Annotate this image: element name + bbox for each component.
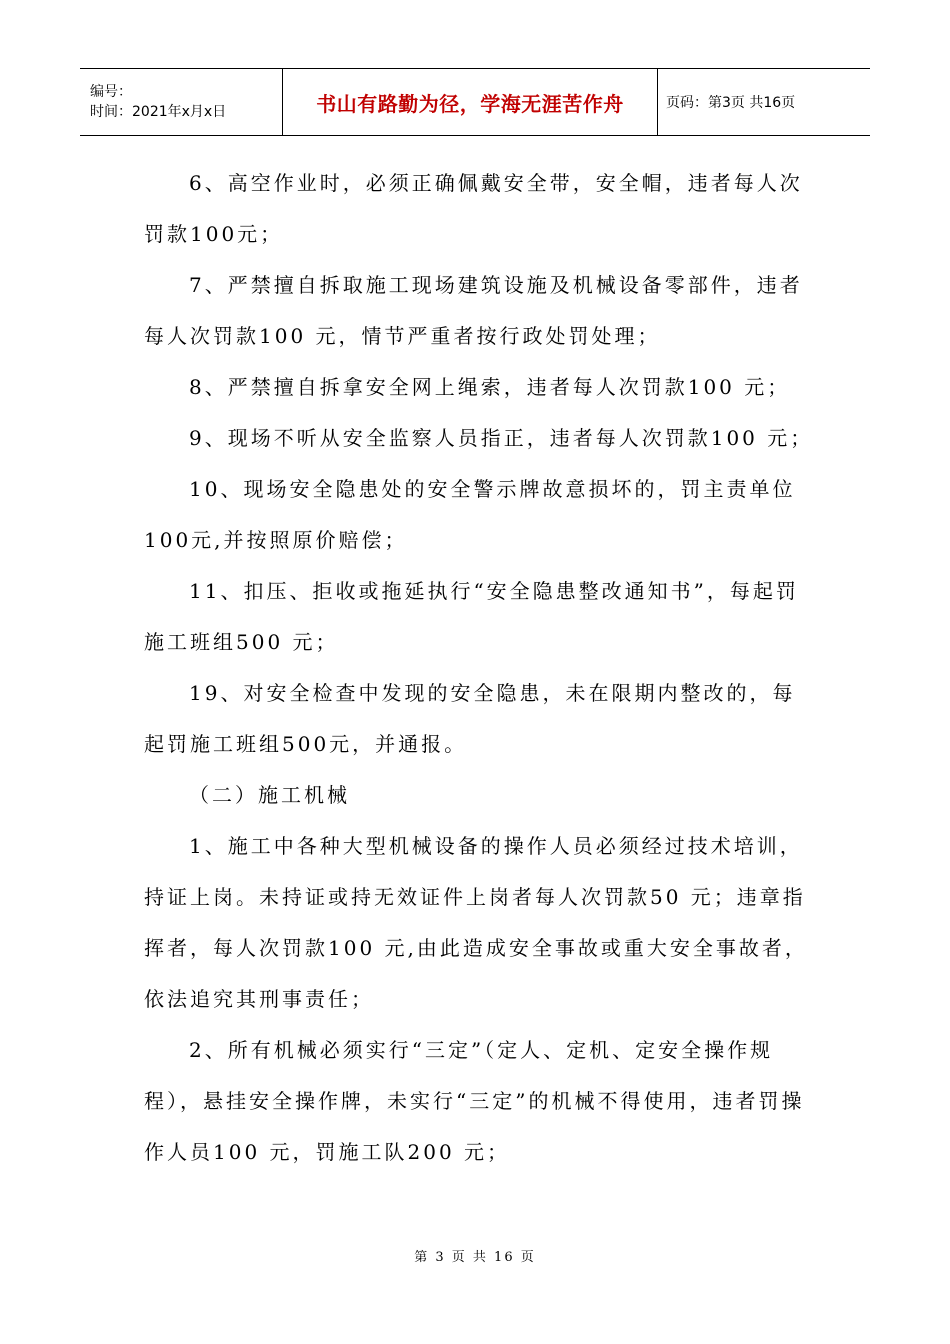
paragraph-rule-7: 7、严禁擅自拆取施工现场建筑设施及机械设备零部件，违者每人次罚款100 元，情节严重者按行政处罚处理； [144,273,803,348]
header-page-cell [658,69,870,135]
document-number-label: 编号： [90,84,132,100]
paragraph-rule-8: 8、严禁擅自拆拿安全网上绳索，违者每人次罚款100 元； [189,375,791,399]
header-page-info: 页码：第3页 共16页 [666,95,796,111]
paragraph-machinery-2: 2、所有机械必须实行“三定”（定人、定机、定安全操作规程），悬挂安全操作牌，未实行“三定”的机械不得使用，违者罚操作人员100 元，罚施工队200 元； [144,1038,805,1164]
header-motto: 书山有路勤为径，学海无涯苦作舟 [316,91,624,116]
paragraph-rule-19: 19、对安全检查中发现的安全隐患，未在限期内整改的，每起罚施工班组500元，并通报。 [144,681,796,756]
paragraph-rule-6: 6、高空作业时，必须正确佩戴安全带，安全帽，违者每人次罚款100元； [144,171,803,246]
document-body [144,158,814,1178]
document-time-label: 时间：2021年x月x日 [90,104,227,120]
page-footer: 第 3 页 共 16 页 [414,1250,536,1265]
paragraph-rule-10: 10、现场安全隐患处的安全警示牌故意损坏的，罚主责单位100元,并按照原价赔偿； [144,477,796,552]
paragraph-rule-9: 9、现场不听从安全监察人员指正，违者每人次罚款100 元； [189,426,814,450]
paragraph-machinery-1: 1、施工中各种大型机械设备的操作人员必须经过技术培训，持证上岗。未持证或持无效证件上岗者每人次罚款50 元；违章指挥者，每人次罚款100 元,由此造成安全事故或重大安全事故者，依法追究其刑事责任； [144,834,808,1011]
header-motto-cell [283,69,658,135]
document-header [80,68,870,136]
header-meta [80,69,283,135]
section-heading-machinery: （二）施工机械 [189,783,350,807]
paragraph-rule-11: 11、扣压、拒收或拖延执行“安全隐患整改通知书”，每起罚施工班组500 元； [144,579,799,654]
